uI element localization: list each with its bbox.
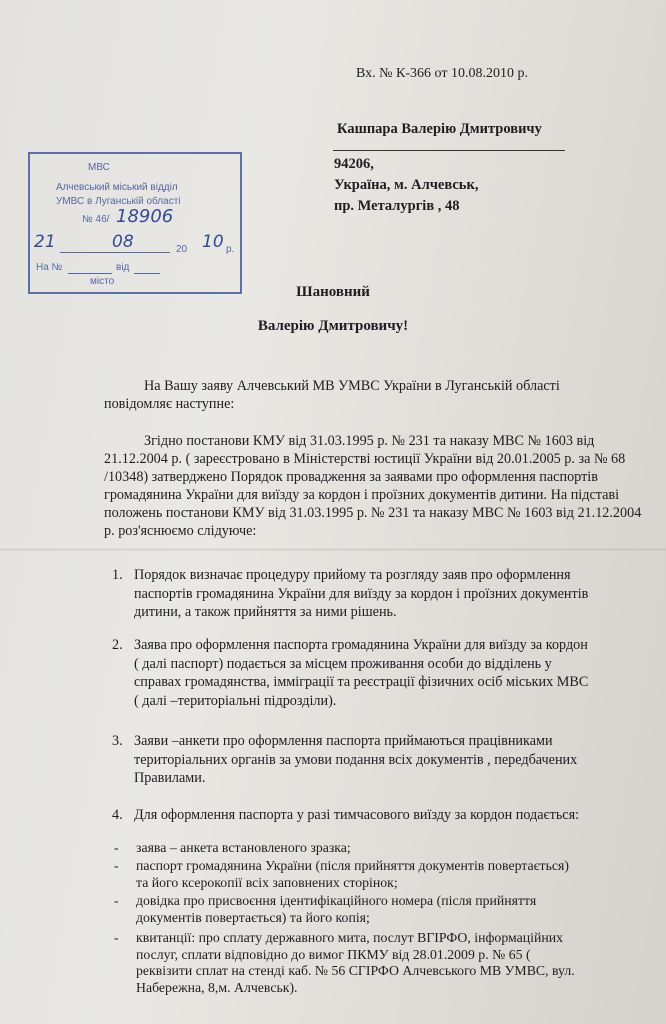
stamp-number-handwritten: 18906 (116, 206, 174, 227)
text-line: Порядок визначає процедуру прийому та розгляду заяв про оформлення (134, 567, 571, 583)
address-line: 94206, (334, 156, 374, 172)
stamp-number-label: № 46/ (82, 214, 110, 225)
text-line: квитанції: про сплату державного мита, послут ВГІРФО, інформаційних (136, 930, 564, 945)
greeting-line-2: Валерію Дмитровичу! (257, 318, 409, 334)
addressee-underline (333, 150, 565, 151)
text-line: Згідно постанови КМУ від 31.03.1995 р. № 231 та наказу МВС № 1603 від (144, 433, 595, 449)
text-line: На Вашу заяву Алчевський МВ УМВС України в Луганській області (144, 378, 560, 394)
text-line: дитини, а також прийняття за ними рішень. (134, 604, 397, 620)
text-line: Заяви –анкети про оформлення паспорта приймаються працівниками (134, 733, 553, 749)
addressee-address (334, 154, 478, 217)
addressee-name: Кашпара Валерію Дмитровичу (337, 121, 542, 137)
text-line: та його ксерокопії всіх заповнених сторінок; (136, 874, 398, 890)
bullet-dash: - (114, 930, 119, 945)
text-line: довідка про присвоєння ідентифікаційного номера (після прийняття (136, 893, 537, 908)
stamp-misto-label: місто (90, 276, 115, 287)
stamp-year-suffix: р. (226, 244, 235, 255)
text-line: ( далі –територіальні підрозділи). (134, 692, 337, 709)
list-item-number: 3. (112, 733, 123, 749)
text-line: 21.12.2004 р. ( зареєстровано в Міністерстві юстиції України від 20.01.2005 р. за № 68 (104, 451, 626, 467)
legal-basis-paragraph (104, 432, 648, 540)
stamp-underline (68, 273, 112, 274)
text-line: територіальних органів за умови подання всіх документів , передбачених (134, 751, 578, 768)
text-line: ( далі паспорт) подається за місцем проживання особи до відділень у (134, 655, 552, 672)
text-line: Правилами. (134, 770, 206, 786)
stamp-line: Алчевський міський відділ (56, 182, 178, 193)
address-line: пр. Металургів , 48 (334, 198, 460, 214)
stamp-year-prefix: 20 (176, 244, 188, 255)
stamp-year-handwritten: 10 (202, 232, 224, 252)
text-line: громадянина України для виїзду за кордон і проїзних документів дитини. На підставі (104, 487, 620, 503)
text-line: положень постанови КМУ від 31.03.1995 р. № 231 та наказу МВС № 1603 від 21.12.2004 (104, 505, 642, 521)
incoming-reference: Вх. № К-366 от 10.08.2010 р. (356, 66, 528, 81)
stamp-underline (60, 252, 100, 253)
stamp-na-label: На № (36, 262, 63, 273)
text-line: повідомляє наступне: (104, 396, 235, 412)
text-line: паспорт громадянина України (після прийняття документів повертається) (136, 858, 569, 873)
paper-fold (0, 548, 666, 551)
list-item-number: 4. (112, 807, 123, 823)
greeting-line-1: Шановний (296, 284, 370, 300)
text-line: /10348) затверджено Порядок провадження за заявами про оформлення паспортів (104, 469, 598, 485)
text-line: паспортів громадянина України для виїзду за кордон і проїзних документів (134, 585, 589, 602)
address-line: Україна, м. Алчевськ, (334, 177, 479, 193)
text-line: Для оформлення паспорта у разі тимчасового виїзду за кордон подається: (134, 807, 580, 823)
text-line: Заява про оформлення паспорта громадянина України для виїзду за кордон (134, 637, 588, 653)
bullet-dash: - (114, 893, 119, 908)
bullet-dash: - (114, 840, 119, 855)
list-item-number: 2. (112, 637, 123, 653)
stamp-vid-label: від (116, 262, 130, 273)
text-line: Набережна, 8,м. Алчевськ). (136, 979, 298, 995)
stamp-underline (100, 252, 170, 253)
list-item-number: 1. (112, 567, 123, 583)
stamp-line: МВС (88, 162, 110, 173)
text-line: заява – анкета встановленого зразка; (136, 840, 351, 855)
text-line: справах громадянства, імміграції та реєстрації фізичних осіб міських МВС (134, 674, 589, 690)
stamp-line: УМВС в Луганській області (56, 196, 181, 207)
stamp-underline (134, 273, 160, 274)
stamp-day-handwritten: 21 (34, 232, 56, 252)
text-line: р. роз'яснюємо слідуюче: (104, 523, 257, 539)
text-line: документів повертається) та його копія; (136, 909, 370, 925)
text-line: реквізити сплат на стенді каб. № 56 СГІРФО Алчевського МВ УМВС, вул. (136, 963, 575, 978)
bullet-dash: - (114, 858, 119, 873)
text-line: послуг, сплати відповідно до вимог ПКМУ від 28.01.2009 р. № 65 ( (136, 946, 531, 962)
stamp-month-handwritten: 08 (112, 232, 134, 252)
registration-stamp (28, 152, 242, 294)
intro-paragraph (104, 377, 648, 413)
